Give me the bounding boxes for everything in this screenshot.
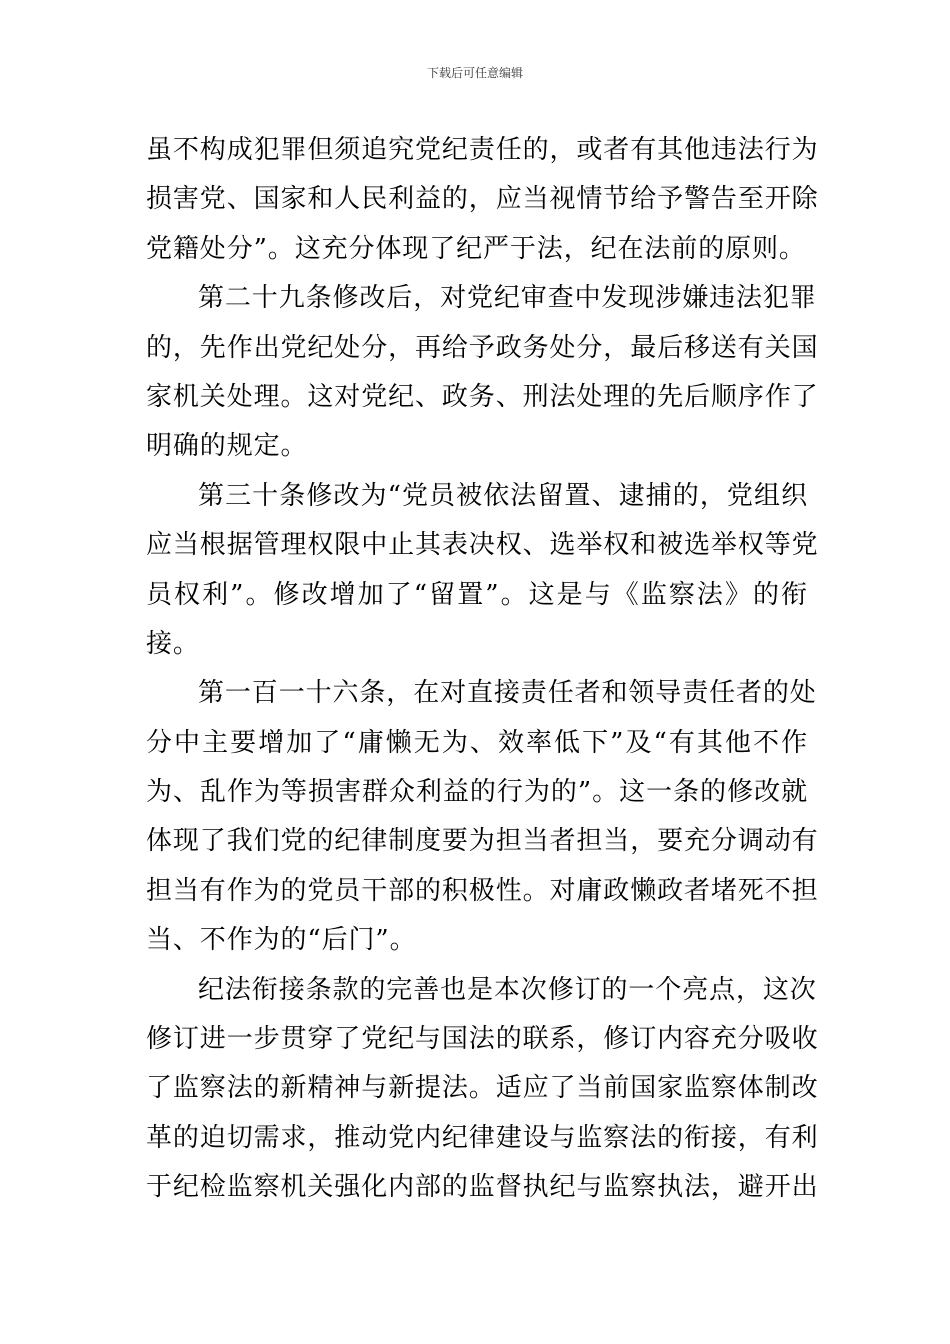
text-line: 为、乱作为等损害群众利益的行为的”。这一条的修改就 [146,777,808,808]
text-line: 损害党、国家和人民利益的，应当视情节给予警告至开除 [146,184,819,215]
paragraph-first-line: 第二十九条修改后，对党纪审查中发现涉嫌违法犯罪 [198,283,817,314]
text-line: 接。 [146,628,200,659]
paragraph-first-line: 第三十条修改为“党员被依法留置、逮捕的，党组织 [198,480,808,511]
text-line: 党籍处分”。这充分体现了纪严于法，纪在法前的原则。 [146,233,806,264]
text-line: 担当有作为的党员干部的积极性。对庸政懒政者堵死不担 [146,875,819,906]
text-line: 分中主要增加了“庸懒无为、效率低下”及“有其他不作 [146,727,808,758]
text-line: 了监察法的新精神与新提法。适应了当前国家监察体制改 [146,1073,819,1104]
text-line: 虽不构成犯罪但须追究党纪责任的，或者有其他违法行为 [146,135,819,165]
document-body [146,126,819,1213]
text-line: 的，先作出党纪处分，再给予政务处分，最后移送有关国 [146,332,819,363]
text-line: 家机关处理。这对党纪、政务、刑法处理的先后顺序作了 [146,381,819,412]
page-header: 下载后可任意编辑 [426,66,523,80]
text-line: 体现了我们党的纪律制度要为担当者担当，要充分调动有 [146,826,819,857]
text-line: 于纪检监察机关强化内部的监督执纪与监察执法，避开出 [146,1172,819,1203]
text-line: 应当根据管理权限中止其表决权、选举权和被选举权等党 [146,530,819,561]
text-line: 革的迫切需求，推动党内纪律建设与监察法的衔接，有利 [146,1122,819,1153]
text-line: 当、不作为的“后门”。 [146,925,417,956]
text-line: 员权利”。修改增加了“留置”。这是与《监察法》的衔 [146,579,808,610]
text-line: 修订进一步贯穿了党纪与国法的联系，修订内容充分吸收 [146,1024,819,1055]
text-line: 明确的规定。 [146,431,308,462]
paragraph-first-line: 纪法衔接条款的完善也是本次修订的一个亮点，这次 [198,974,817,1005]
paragraph-first-line: 第一百一十六条，在对直接责任者和领导责任者的处 [198,678,817,709]
